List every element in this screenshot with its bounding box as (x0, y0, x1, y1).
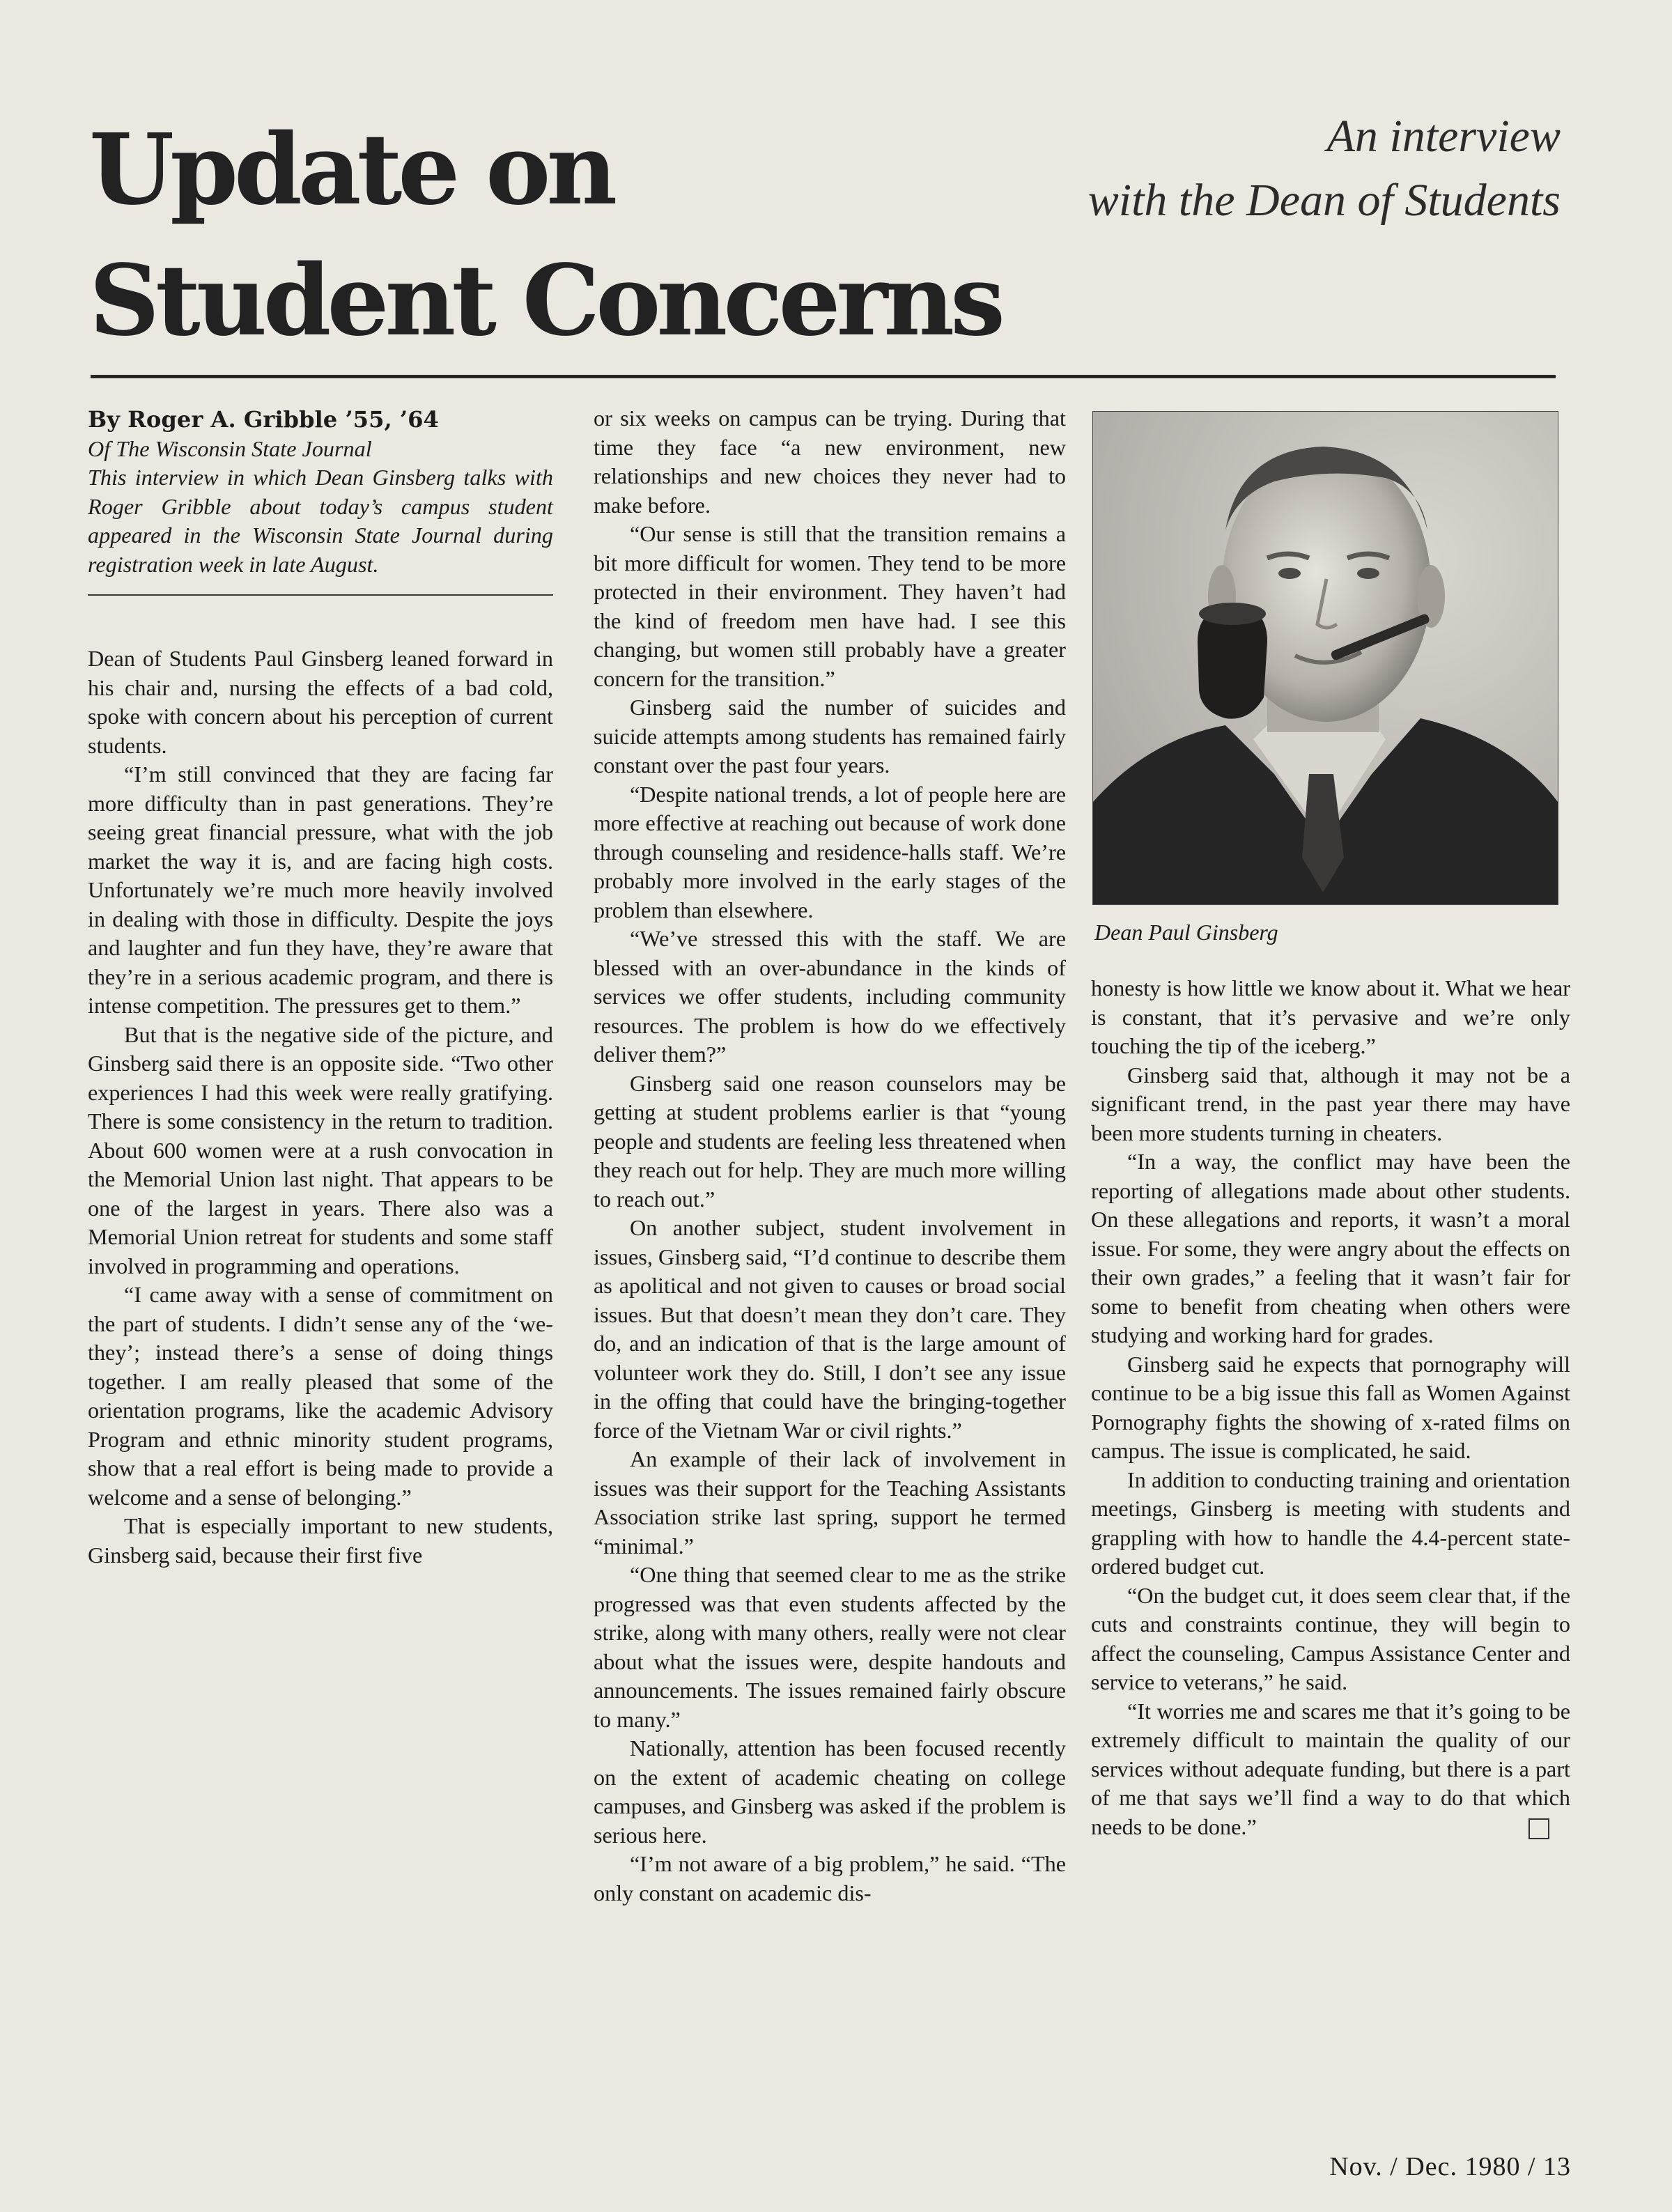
article-title-line-2: Student Concerns (89, 244, 1001, 358)
end-mark-icon (1528, 1818, 1549, 1839)
paragraph: Ginsberg said that, although it may not be a significant trend, in the past year there may have been more students turning in cheaters. (1091, 1062, 1570, 1145)
closing-paragraph: “It worries me and scares me that it’s going to be extremely difficult to maintain the quality of our services without adequate funding, but there is a part of me that says we’ll find a way to do that which needs to be done.” (1091, 1698, 1570, 1839)
paragraph: Ginsberg said one reason counselors may be getting at student problems earlier is that “young people and students are feeling less threatened when they reach out for help. They are much more willing to reach out.” (594, 1070, 1066, 1212)
article-subtitle-line-1: An interview (1326, 111, 1561, 162)
paragraph: Dean of Students Paul Ginsberg leaned forward in his chair and, nursing the effects of a bad cold, spoke with concern about his perception of current students. (88, 646, 553, 758)
page-folio: Nov. / Dec. 1980 / 13 (1329, 2152, 1571, 2181)
column-1 (88, 404, 553, 1570)
paragraph: That is especially important to new students, Ginsberg said, because their first five (88, 1513, 553, 1568)
byline-author: By Roger A. Gribble ’55, ’64 (88, 406, 439, 433)
paragraph: “On the budget cut, it does seem clear that, if the cuts and constraints continue, they will begin to affect the counseling, Campus Assistance Center and service to veterans,” he said. (1091, 1582, 1570, 1694)
paragraph: “I’m still convinced that they are facing far more difficulty than in past generations. They’re seeing great financial pressure, what with the job market the way it is, and are facing high costs. Unfortunately we’re much more heavily involved in dealing with those in difficulty. Despite the joys and laughter and fun they have, they’re aware that they’re in a serious academic program, and there is intense competition. The pressures get to them.” (88, 761, 553, 1018)
article-subtitle-line-2: with the Dean of Students (1087, 175, 1561, 226)
column-3 (1091, 974, 1570, 1841)
paragraph: or six weeks on campus can be trying. During that time they face “a new environment, new relationships and new choices they never had to make before. (594, 405, 1066, 518)
intro-note: This interview in which Dean Ginsberg talks with Roger Gribble about today’s campus student appeared in the Wisconsin State Journal during registration week in late August. (88, 463, 553, 596)
photo-caption: Dean Paul Ginsberg (1094, 920, 1278, 945)
paragraph: honesty is how little we know about it. What we hear is constant, that it’s pervasive and we’re only touching the tip of the iceberg.” (1091, 975, 1570, 1058)
paragraph: “I’m not aware of a big problem,” he said. “The only constant on academic dis- (594, 1851, 1066, 1905)
paragraph: “Despite national trends, a lot of people here are more effective at reaching out because of work done through counseling and residence-halls staff. We’re probably more involved in the early stages of the problem than elsewhere. (594, 781, 1066, 922)
paragraph: But that is the negative side of the picture, and Ginsberg said there is an opposite side. “Two other experiences I had this week were really gratifying. There is some consistency in the return to tradition. About 600 women were at a rush convocation in the Memorial Union last night. That appears to be one of the largest in years. There also was a Memorial Union retreat for students and some staff involved in programming and operations. (88, 1021, 553, 1278)
paragraph: Ginsberg said he expects that pornography will continue to be a big issue this fall as Women Against Pornography fights the showing of x-rated films on campus. The issue is complicated, he said. (1091, 1351, 1570, 1463)
article-title-line-1: Update on (89, 113, 614, 227)
paragraph: Nationally, attention has been focused recently on the extent of academic cheating on college campuses, and Ginsberg was asked if the problem is serious here. (594, 1735, 1066, 1848)
paragraph: “In a way, the conflict may have been the reporting of allegations made about other students. On these allegations and reports, it wasn’t a moral issue. For some, they were angry about the effects on their own grades,” a feeling that it wasn’t fair for some to benefit from cheating when others were studying and working hard for grades. (1091, 1149, 1570, 1347)
portrait-illustration (1093, 412, 1558, 904)
paragraph: In addition to conducting training and orientation meetings, Ginsberg is meeting with students and grappling with how to handle the 4.4-percent state-ordered budget cut. (1091, 1467, 1570, 1579)
paragraph: Ginsberg said the number of suicides and suicide attempts among students has remained fairly constant over the past four years. (594, 695, 1066, 778)
paragraph: “We’ve stressed this with the staff. We are blessed with an over-abundance in the kinds of services we offer students, including community resources. The problem is how do we effectively deliver them?” (594, 926, 1066, 1067)
paragraph: “I came away with a sense of commitment on the part of students. I didn’t sense any of the ‘we-they’; instead there’s a sense of doing things together. I am really pleased that some of the orientation programs, like the academic Advisory Program and ethnic minority student programs, show that a real effort is being made to provide a welcome and a sense of belonging.” (88, 1282, 553, 1510)
paragraph: An example of their lack of involvement in issues was their support for the Teaching Assistants Association strike last spring, support he termed “minimal.” (594, 1446, 1066, 1559)
paragraph: “One thing that seemed clear to me as the strike progressed was that even students affected by the strike, along with many others, really were not clear about what the issues were, despite handouts and announcements. The issues remained fairly obscure to many.” (594, 1562, 1066, 1732)
byline-affiliation: Of The Wisconsin State Journal (88, 435, 372, 461)
portrait-photo (1092, 411, 1558, 905)
paragraph: On another subject, student involvement in issues, Ginsberg said, “I’d continue to describe them as apolitical and not given to causes or broad social issues. But that doesn’t mean they don’t care. They do, and an indication of that is the large amount of volunteer work they do. Still, I don’t see any issue in the offing that could have the bringing-together force of the Vietnam War or civil rights.” (594, 1215, 1066, 1443)
paragraph: “Our sense is still that the transition remains a bit more difficult for women. They tend to be more protected in their environment. They haven’t had the kind of freedom men have had. I see this changing, but women still probably have a greater concern for the transition.” (594, 521, 1066, 691)
article-subtitle (794, 105, 1561, 233)
column-2 (594, 404, 1066, 1908)
header-divider (91, 375, 1556, 378)
paragraph (1091, 1697, 1570, 1842)
